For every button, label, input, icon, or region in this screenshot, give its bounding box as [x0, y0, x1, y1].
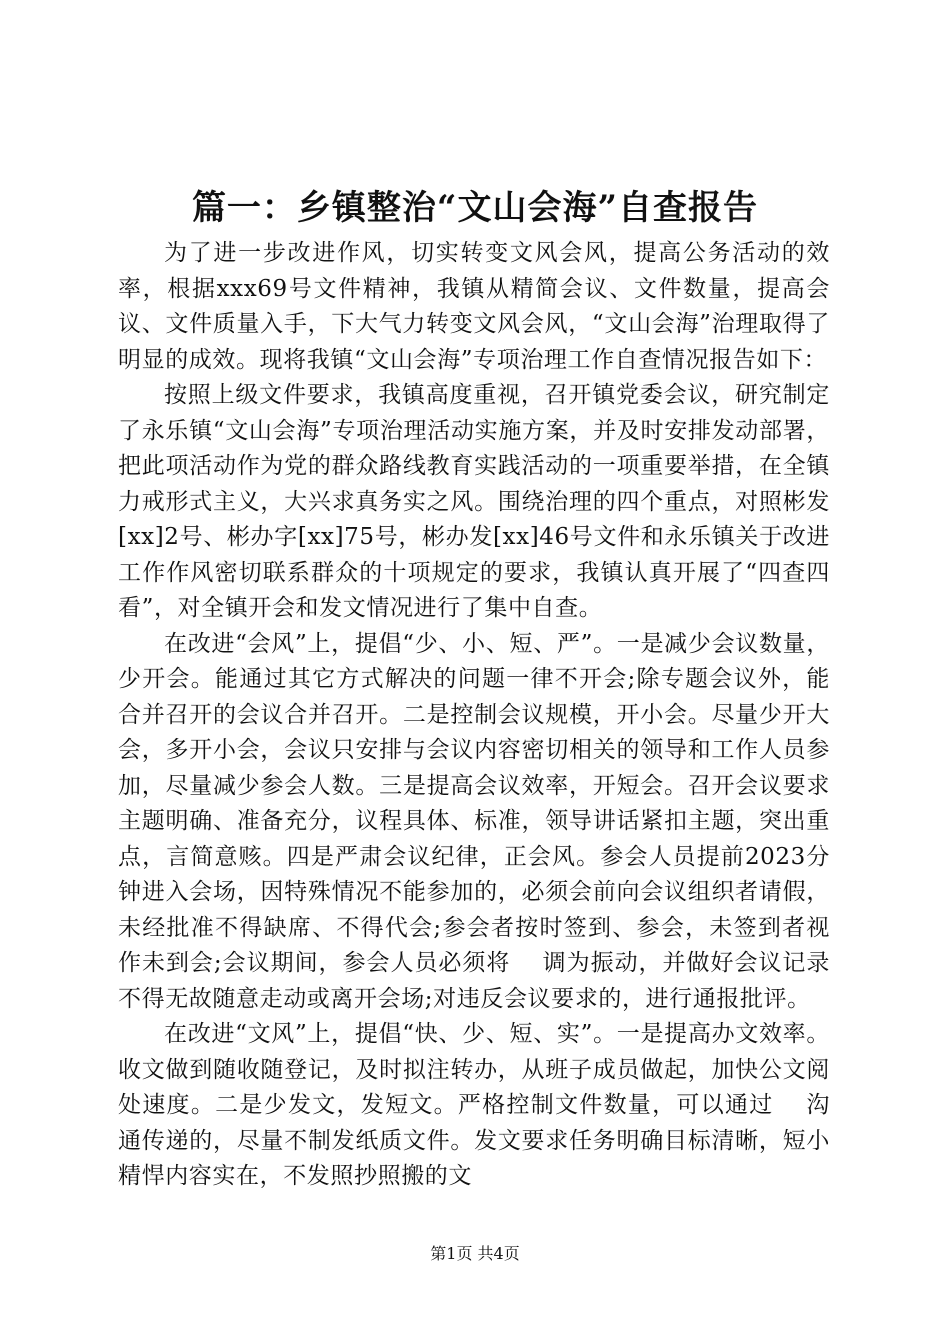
paragraph-intro: 为了进一步改进作风，切实转变文风会风，提高公务活动的效率，根据xxx69号文件精神，我镇从精简会议、文件数量，提高会议、文件质量入手，下大气力转变文风会风，“文山会海”治理取得了明显的成效。现将我镇“文山会海”专项治理工作自查情况报告如下： [118, 240, 830, 373]
document-body [118, 236, 830, 1195]
paragraph-meeting-style: 在改进“会风”上，提倡“少、小、短、严”。一是减少会议数量，少开会。能通过其它方式解决的问题一律不开会;除专题会议外，能合并召开的会议合并召开。二是控制会议规模，开小会。尽量少开大会，多开小会，会议只安排与会议内容密切相关的领导和工作人员参加，尽量减少参会人数。三是提高会议效率，开短会。召开会议要求主题明确、准备充分，议程具体、标准，领导讲话紧扣主题，突出重点，言简意赅。四是严肃会议纪律，正会风。参会人员提前2023分钟进入会场，因特殊情况不能参加的，必须会前向会议组织者请假，未经批准不得缺席、不得代会;参会者按时签到、参会，未签到者视作未到会;会议期间，参会人员必须将 调为振动，并做好会议记录不得无故随意走动或离开会场;对违反会议要求的，进行通报批评。 [118, 630, 830, 1012]
paragraph-writing-style: 在改进“文风”上，提倡“快、少、短、实”。一是提高办文效率。收文做到随收随登记，及时拟注转办，从班子成员做起，加快公文阅处速度。二是少发文，发短文。严格控制文件数量，可以通过 沟通传递的，尽量不制发纸质文件。发文要求任务明确目标清晰，短小精悍内容实在，不发照抄照搬的文 [118, 1021, 830, 1189]
document-title: 篇一：乡镇整治“文山会海”自查报告 [191, 188, 759, 228]
paragraph-deployment: 按照上级文件要求，我镇高度重视，召开镇党委会议，研究制定了永乐镇“文山会海”专项治理活动实施方案，并及时安排发动部署，把此项活动作为党的群众路线教育实践活动的一项重要举措，在全镇力戒形式主义，大兴求真务实之风。围绕治理的四个重点，对照彬发[xx]2号、彬办字[xx]75号，彬办发[xx]46号文件和永乐镇关于改进工作作风密切联系群众的十项规定的要求，我镇认真开展了“四查四看”，对全镇开会和发文情况进行了集中自查。 [118, 382, 830, 621]
page-footer: 第1页 共4页 [430, 1244, 520, 1263]
